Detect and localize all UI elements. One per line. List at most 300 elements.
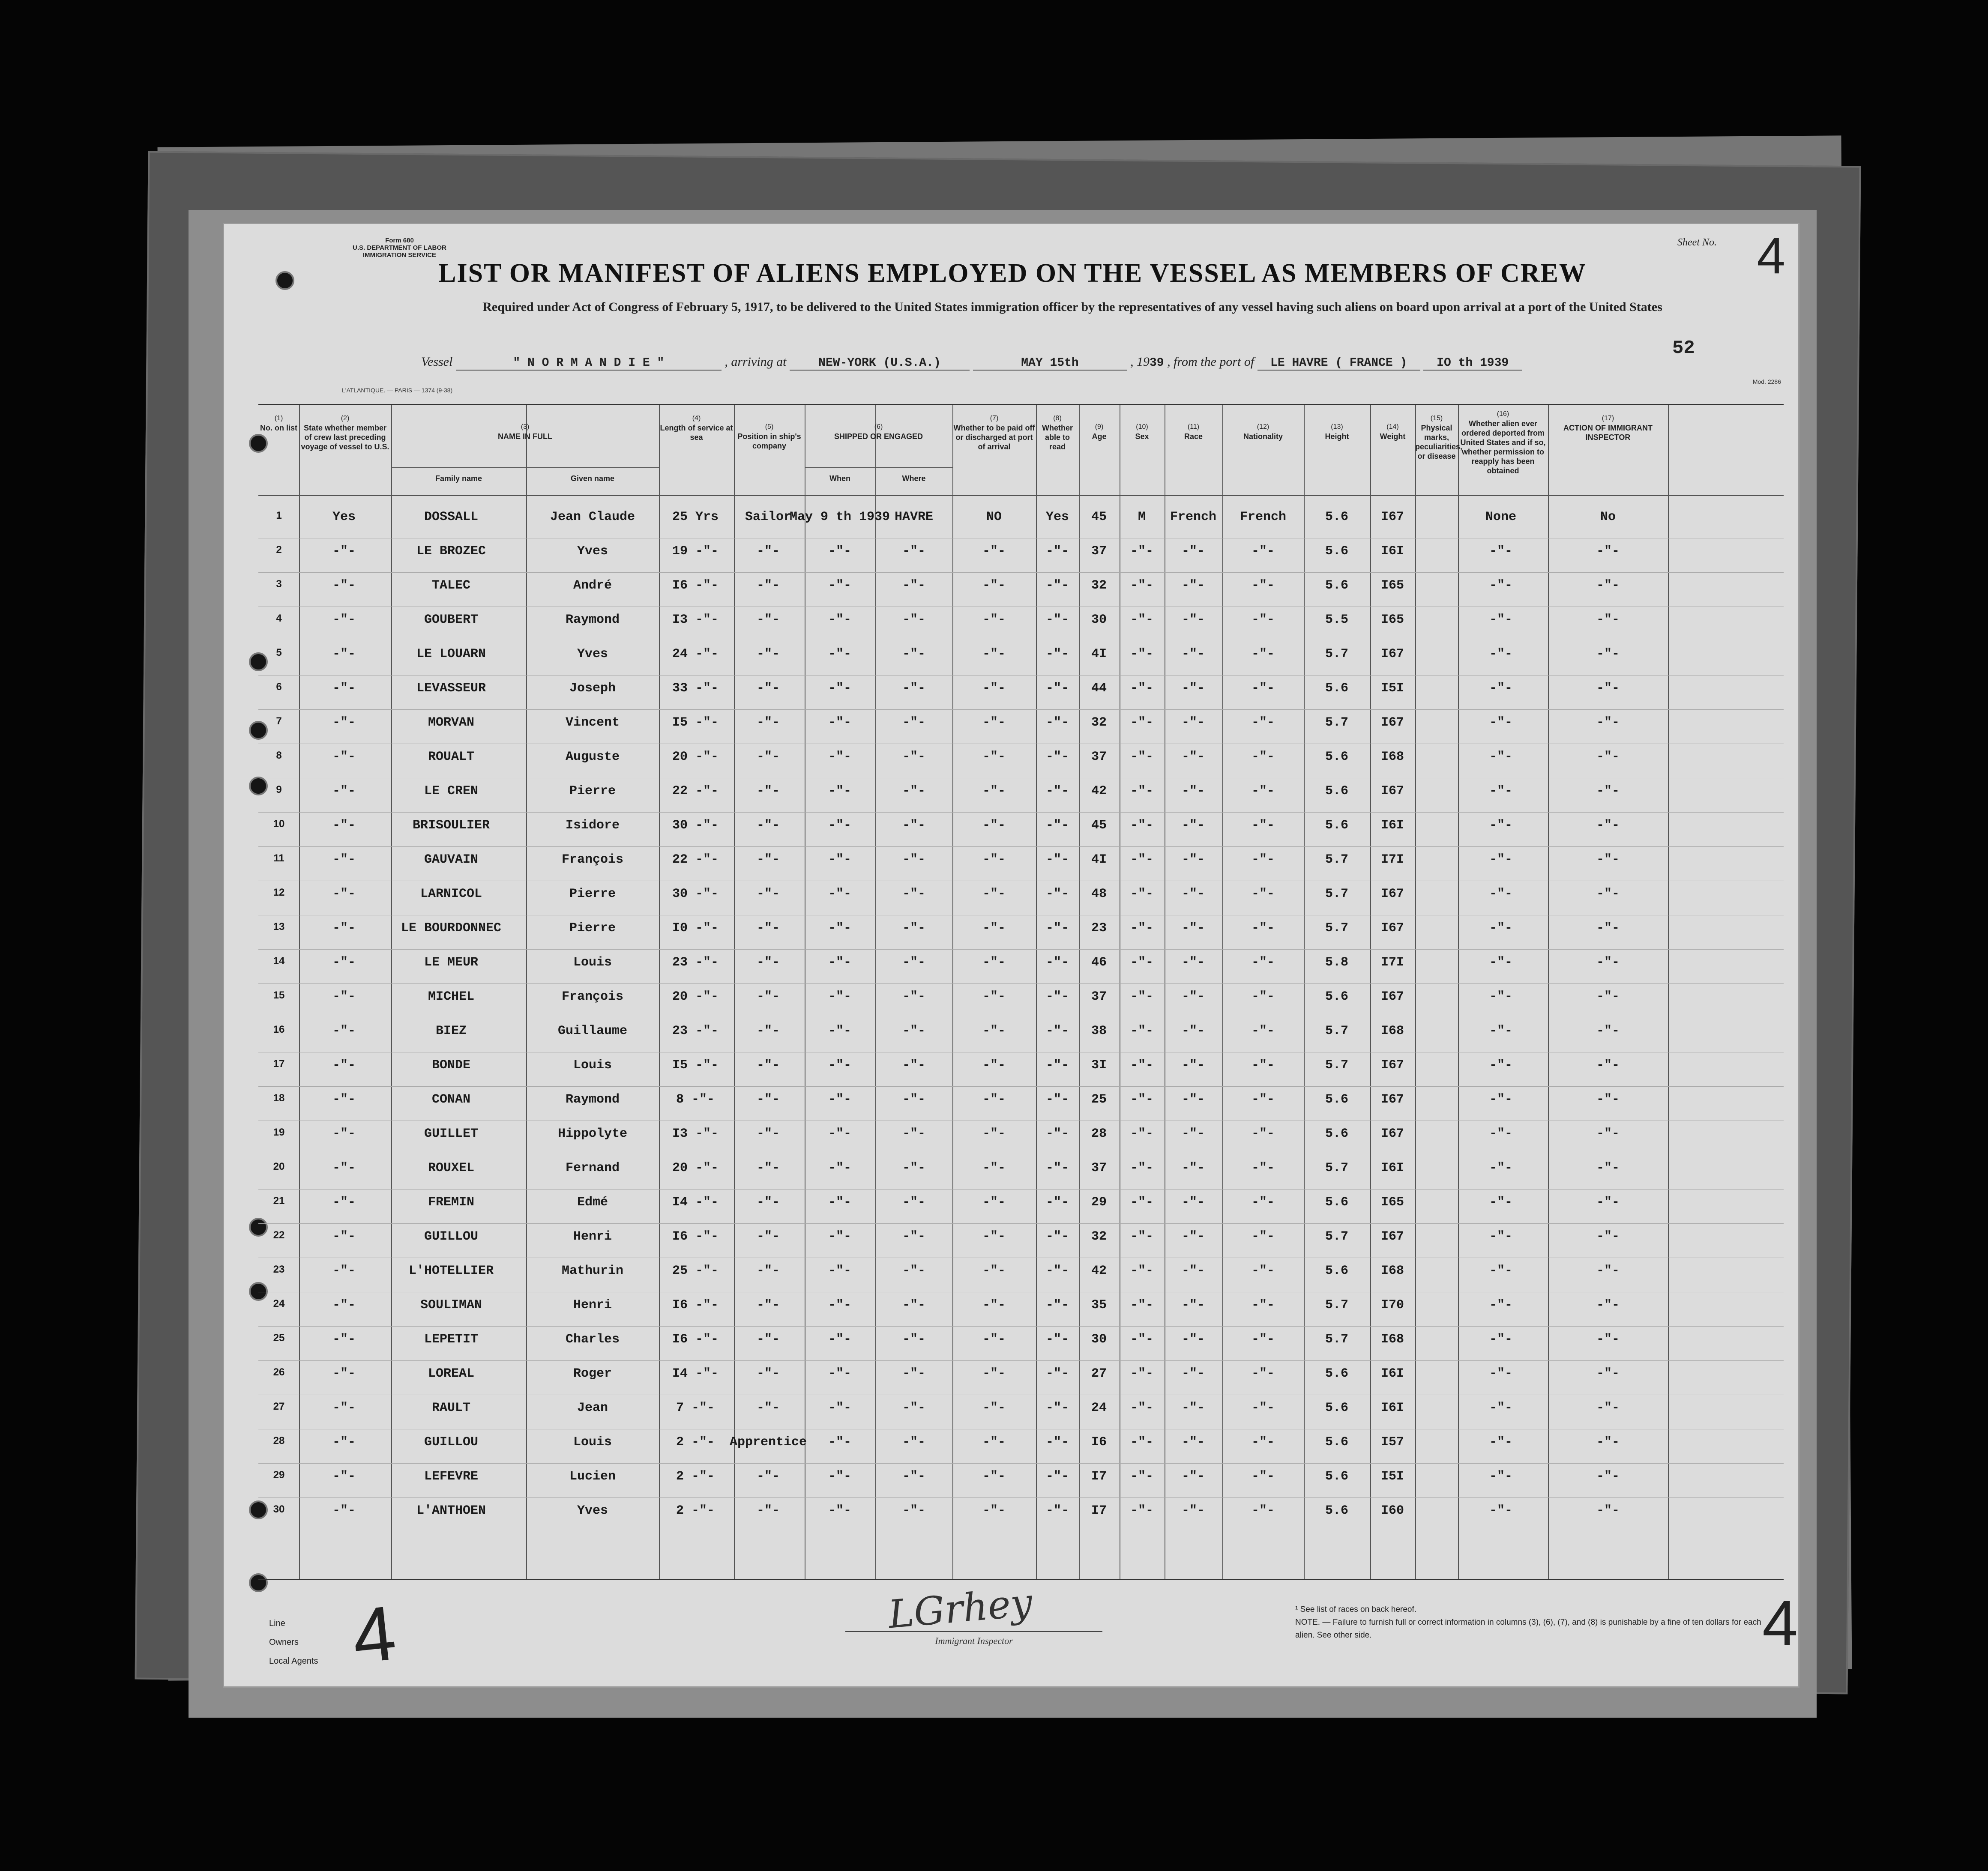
table-row xyxy=(258,1429,1784,1464)
table-row xyxy=(258,1292,1784,1327)
table-cell: -"- xyxy=(902,1127,925,1141)
table-cell: -"- xyxy=(332,1127,356,1141)
table-cell: -"- xyxy=(1251,1058,1275,1073)
table-cell: -"- xyxy=(828,852,851,867)
table-cell: TALEC xyxy=(431,578,470,593)
table-cell: -"- xyxy=(1251,647,1275,661)
table-cell: -"- xyxy=(982,1503,1006,1518)
table-cell: -"- xyxy=(828,921,851,936)
table-cell: 5.7 xyxy=(1325,1161,1348,1175)
table-cell: 42 xyxy=(1091,1264,1107,1278)
act-text: Required under Act of Congress of February 5, 1917, to be delivered to the United States immigration officer by the representatives of any vessel having such aliens on board upon arrival at a port of the United States xyxy=(482,300,1662,314)
table-cell: -"- xyxy=(902,1435,925,1450)
table-cell: Louis xyxy=(573,1058,612,1073)
table-cell: -"- xyxy=(332,613,356,627)
table-cell: -"- xyxy=(828,1161,851,1175)
table-cell: 16 xyxy=(273,1024,285,1035)
table-cell: -"- xyxy=(1251,1298,1275,1312)
vessel-name: " N O R M A N D I E " xyxy=(456,356,722,371)
table-cell: -"- xyxy=(902,852,925,867)
table-cell: -"- xyxy=(1130,1298,1153,1312)
table-row xyxy=(258,572,1784,607)
table-cell: -"- xyxy=(982,544,1006,559)
table-cell: 46 xyxy=(1091,955,1107,970)
table-cell: -"- xyxy=(1045,921,1069,936)
table-cell: -"- xyxy=(1596,647,1620,661)
table-cell: Yes xyxy=(1045,510,1069,524)
column-header xyxy=(391,474,526,483)
table-cell: I70 xyxy=(1380,1298,1404,1312)
table-cell: I6 -"- xyxy=(672,1332,719,1347)
table-cell: -"- xyxy=(1181,544,1205,559)
table-cell: -"- xyxy=(332,887,356,901)
column-header xyxy=(1548,414,1668,442)
table-cell: -"- xyxy=(1596,544,1620,559)
table-cell: 5.6 xyxy=(1325,681,1348,696)
table-cell: 29 xyxy=(273,1469,285,1481)
table-cell: -"- xyxy=(332,1469,356,1484)
table-cell: -"- xyxy=(1489,784,1512,798)
table-cell: GOUBERT xyxy=(424,613,479,627)
table-cell: -"- xyxy=(1489,955,1512,970)
table-row xyxy=(258,1052,1784,1087)
arrival-port: NEW-YORK (U.S.A.) xyxy=(790,356,970,371)
table-cell: I6 xyxy=(1091,1435,1107,1450)
table-row xyxy=(258,1189,1784,1224)
table-cell: 24 xyxy=(1091,1401,1107,1415)
footer-note xyxy=(1295,1603,1766,1642)
column-number: (13) xyxy=(1331,423,1343,430)
table-cell: -"- xyxy=(982,1332,1006,1347)
table-cell: -"- xyxy=(1489,715,1512,730)
table-cell: -"- xyxy=(332,921,356,936)
table-cell: -"- xyxy=(1130,1024,1153,1038)
table-cell: -"- xyxy=(1181,1503,1205,1518)
table-cell: Raymond xyxy=(565,613,620,627)
table-cell: -"- xyxy=(902,1195,925,1210)
table-cell: None xyxy=(1485,510,1516,524)
handwritten-number-right: 4 xyxy=(1762,1587,1798,1659)
table-cell: -"- xyxy=(982,1195,1006,1210)
table-cell: -"- xyxy=(1489,1366,1512,1381)
table-cell: -"- xyxy=(982,715,1006,730)
table-cell: FREMIN xyxy=(428,1195,475,1210)
table-cell: -"- xyxy=(332,1161,356,1175)
table-cell: -"- xyxy=(1489,1298,1512,1312)
table-cell: 25 xyxy=(273,1332,285,1344)
table-cell: 8 -"- xyxy=(676,1092,715,1107)
column-label: Whether able to read xyxy=(1042,424,1073,451)
table-cell: 19 -"- xyxy=(672,544,719,559)
table-cell: 6 xyxy=(276,681,282,693)
table-cell: 27 xyxy=(1091,1366,1107,1381)
table-cell: -"- xyxy=(982,1298,1006,1312)
table-cell: I6I xyxy=(1380,818,1404,833)
table-cell: I67 xyxy=(1380,647,1404,661)
table-cell: LEVASSEUR xyxy=(416,681,486,696)
table-cell: -"- xyxy=(902,613,925,627)
table-cell: -"- xyxy=(902,715,925,730)
table-cell: -"- xyxy=(828,647,851,661)
table-cell: Joseph xyxy=(569,681,616,696)
table-cell: -"- xyxy=(828,1264,851,1278)
table-cell: -"- xyxy=(332,1332,356,1347)
table-cell: -"- xyxy=(1130,852,1153,867)
table-cell: -"- xyxy=(332,1401,356,1415)
table-cell: -"- xyxy=(902,887,925,901)
table-row xyxy=(258,641,1784,675)
table-cell: 5.6 xyxy=(1325,818,1348,833)
table-cell: I0 -"- xyxy=(672,921,719,936)
table-cell: -"- xyxy=(902,1058,925,1073)
table-cell: 32 xyxy=(1091,578,1107,593)
departure-port: LE HAVRE ( FRANCE ) xyxy=(1257,356,1420,371)
table-cell: François xyxy=(561,852,624,867)
column-header xyxy=(1036,414,1079,451)
table-cell: -"- xyxy=(982,1366,1006,1381)
table-cell: 37 xyxy=(1091,544,1107,559)
table-cell: 20 -"- xyxy=(672,989,719,1004)
table-cell: Hippolyte xyxy=(557,1127,628,1141)
table-cell: 30 -"- xyxy=(672,887,719,901)
column-label: Weight xyxy=(1380,432,1406,441)
table-cell: Yves xyxy=(577,647,608,661)
table-cell: BRISOULIER xyxy=(412,818,490,833)
table-cell: -"- xyxy=(1181,613,1205,627)
from-label: , from the port of xyxy=(1167,355,1254,369)
table-row xyxy=(258,607,1784,641)
inspector-signature: LGrhey xyxy=(886,1580,1034,1638)
table-cell: -"- xyxy=(1045,1092,1069,1107)
table-cell: -"- xyxy=(1130,921,1153,936)
table-cell: 23 -"- xyxy=(672,955,719,970)
table-cell: -"- xyxy=(1251,784,1275,798)
table-cell: -"- xyxy=(1130,750,1153,764)
table-cell: Pierre xyxy=(569,887,616,901)
table-cell: -"- xyxy=(902,955,925,970)
table-cell: I68 xyxy=(1380,1024,1404,1038)
table-cell: BIEZ xyxy=(435,1024,467,1038)
table-cell: -"- xyxy=(982,1161,1006,1175)
table-cell: -"- xyxy=(828,681,851,696)
table-cell: -"- xyxy=(1251,1366,1275,1381)
printer-info: L'ATLANTIQUE. — PARIS — 1374 (9-38) xyxy=(342,387,453,394)
table-cell: 21 xyxy=(273,1195,285,1207)
table-cell: 23 -"- xyxy=(672,1024,719,1038)
table-cell: -"- xyxy=(1045,887,1069,901)
table-cell: -"- xyxy=(1130,1161,1153,1175)
table-cell: -"- xyxy=(756,1195,780,1210)
table-cell: I7I xyxy=(1380,852,1404,867)
table-cell: -"- xyxy=(1045,1366,1069,1381)
table-cell: Yes xyxy=(332,510,356,524)
table-cell: -"- xyxy=(1130,1435,1153,1450)
table-cell: -"- xyxy=(828,955,851,970)
table-cell: -"- xyxy=(1130,613,1153,627)
column-header xyxy=(875,474,952,483)
table-row xyxy=(258,983,1784,1018)
table-cell: -"- xyxy=(1130,1195,1153,1210)
table-cell: -"- xyxy=(1596,818,1620,833)
table-cell: -"- xyxy=(1251,1469,1275,1484)
table-cell: Vincent xyxy=(565,715,620,730)
table-cell: -"- xyxy=(1489,1024,1512,1038)
table-cell: Pierre xyxy=(569,921,616,936)
table-cell: -"- xyxy=(1181,955,1205,970)
table-cell: -"- xyxy=(1181,750,1205,764)
column-number: (5) xyxy=(765,423,774,430)
table-cell: -"- xyxy=(1130,818,1153,833)
table-cell: -"- xyxy=(1251,921,1275,936)
table-cell: I7 xyxy=(1091,1503,1107,1518)
table-cell: -"- xyxy=(1489,1161,1512,1175)
table-cell: 4I xyxy=(1091,852,1107,867)
table-cell: -"- xyxy=(1251,852,1275,867)
table-cell: 11 xyxy=(273,852,284,864)
table-cell: -"- xyxy=(902,989,925,1004)
table-cell: -"- xyxy=(1251,1332,1275,1347)
table-cell: -"- xyxy=(756,544,780,559)
fine-note: NOTE. — Failure to furnish full or correct information in columns (3), (6), (7), and (8) is punishable by a fine of ten dollars for each alien. See other side. xyxy=(1295,1618,1761,1640)
table-cell: 5.6 xyxy=(1325,784,1348,798)
table-cell: Louis xyxy=(573,955,612,970)
table-cell: May 9 th 1939 xyxy=(789,510,890,524)
table-cell: -"- xyxy=(332,1092,356,1107)
form-number: Form 680 xyxy=(385,237,414,244)
column-label: Given name xyxy=(570,474,615,483)
table-cell: -"- xyxy=(1045,1503,1069,1518)
departure-date: IO th 1939 xyxy=(1423,356,1522,371)
table-cell: 13 xyxy=(273,921,285,933)
table-cell: 48 xyxy=(1091,887,1107,901)
subheader-divider xyxy=(391,467,659,468)
form-info xyxy=(353,237,446,259)
table-cell: -"- xyxy=(902,1092,925,1107)
table-cell: -"- xyxy=(1181,852,1205,867)
table-cell: -"- xyxy=(1596,1469,1620,1484)
table-row xyxy=(258,1395,1784,1429)
table-cell: -"- xyxy=(982,852,1006,867)
table-cell: -"- xyxy=(756,852,780,867)
column-label: Age xyxy=(1092,432,1107,441)
table-cell: 5.8 xyxy=(1325,955,1348,970)
table-cell: Jean xyxy=(577,1401,608,1415)
table-cell: -"- xyxy=(1181,1469,1205,1484)
table-cell: -"- xyxy=(1251,613,1275,627)
table-cell: -"- xyxy=(756,921,780,936)
table-cell: I3 -"- xyxy=(672,613,719,627)
table-cell: Yves xyxy=(577,544,608,559)
column-label: Height xyxy=(1325,432,1349,441)
table-cell: -"- xyxy=(1596,989,1620,1004)
table-cell: -"- xyxy=(1181,1092,1205,1107)
table-cell: -"- xyxy=(1489,852,1512,867)
table-cell: -"- xyxy=(756,818,780,833)
table-cell: -"- xyxy=(1489,1469,1512,1484)
table-cell: 5.5 xyxy=(1325,613,1348,627)
owners-label: Owners xyxy=(269,1638,299,1647)
column-number: (7) xyxy=(990,415,999,422)
table-cell: LEFEVRE xyxy=(424,1469,479,1484)
table-cell: 29 xyxy=(1091,1195,1107,1210)
table-cell: -"- xyxy=(1251,1503,1275,1518)
crew-table xyxy=(258,404,1784,1580)
table-cell: Apprentice xyxy=(729,1435,807,1450)
table-cell: I4 -"- xyxy=(672,1195,719,1210)
table-cell: -"- xyxy=(982,1229,1006,1244)
column-label: Where xyxy=(902,474,926,483)
table-cell: -"- xyxy=(756,1401,780,1415)
header-separator xyxy=(258,495,1784,496)
table-cell: -"- xyxy=(756,1332,780,1347)
column-label: Sex xyxy=(1135,432,1149,441)
table-cell: -"- xyxy=(1251,750,1275,764)
table-cell: I7 xyxy=(1091,1469,1107,1484)
table-cell: 38 xyxy=(1091,1024,1107,1038)
table-cell: -"- xyxy=(1130,647,1153,661)
table-cell: 14 xyxy=(273,955,285,967)
table-cell: Mathurin xyxy=(561,1264,624,1278)
table-cell: François xyxy=(561,989,624,1004)
table-cell: I68 xyxy=(1380,750,1404,764)
table-cell: -"- xyxy=(1045,613,1069,627)
table-cell: -"- xyxy=(828,818,851,833)
table-cell: 17 xyxy=(273,1058,285,1070)
table-cell: -"- xyxy=(1130,1401,1153,1415)
table-cell: -"- xyxy=(756,1161,780,1175)
table-cell: -"- xyxy=(828,578,851,593)
table-cell: 30 -"- xyxy=(672,818,719,833)
table-cell: -"- xyxy=(332,681,356,696)
table-cell: Henri xyxy=(573,1298,612,1312)
table-cell: -"- xyxy=(828,1298,851,1312)
table-cell: 37 xyxy=(1091,1161,1107,1175)
table-cell: 24 -"- xyxy=(672,647,719,661)
table-cell: -"- xyxy=(828,1092,851,1107)
table-cell: -"- xyxy=(1489,921,1512,936)
table-cell: -"- xyxy=(1489,989,1512,1004)
table-cell: -"- xyxy=(1251,1264,1275,1278)
table-cell: -"- xyxy=(1045,544,1069,559)
table-cell: -"- xyxy=(902,578,925,593)
table-cell: I65 xyxy=(1380,613,1404,627)
table-cell: 30 xyxy=(1091,613,1107,627)
table-cell: I68 xyxy=(1380,1332,1404,1347)
table-cell: I67 xyxy=(1380,921,1404,936)
table-cell: -"- xyxy=(902,784,925,798)
table-cell: 35 xyxy=(1091,1298,1107,1312)
table-cell: 23 xyxy=(273,1264,285,1275)
table-cell: -"- xyxy=(756,1298,780,1312)
vessel-line xyxy=(421,355,1522,371)
table-cell: 20 -"- xyxy=(672,1161,719,1175)
column-label: No. on list xyxy=(260,424,297,432)
table-cell: L'HOTELLIER xyxy=(408,1264,494,1278)
column-number: (11) xyxy=(1187,423,1200,430)
table-cell: I3 -"- xyxy=(672,1127,719,1141)
table-cell: 2 -"- xyxy=(676,1503,715,1518)
table-cell: I67 xyxy=(1380,1058,1404,1073)
table-cell: -"- xyxy=(1596,613,1620,627)
table-cell: -"- xyxy=(1130,1058,1153,1073)
table-cell: -"- xyxy=(756,989,780,1004)
table-cell: 5.6 xyxy=(1325,1469,1348,1484)
table-cell: -"- xyxy=(1596,715,1620,730)
table-cell: ROUXEL xyxy=(428,1161,475,1175)
column-header xyxy=(1304,422,1370,441)
table-cell: -"- xyxy=(1251,1092,1275,1107)
table-cell: -"- xyxy=(332,750,356,764)
column-header xyxy=(805,422,952,441)
table-cell: -"- xyxy=(1596,1092,1620,1107)
table-cell: I65 xyxy=(1380,578,1404,593)
table-cell: -"- xyxy=(1045,1264,1069,1278)
table-cell: 1 xyxy=(276,510,282,521)
table-row xyxy=(258,744,1784,778)
column-label: Length of service at sea xyxy=(660,424,733,442)
column-header xyxy=(659,414,734,442)
table-cell: 22 -"- xyxy=(672,784,719,798)
table-cell: -"- xyxy=(756,578,780,593)
table-row xyxy=(258,1497,1784,1532)
table-cell: I67 xyxy=(1380,784,1404,798)
inspector-label: Immigrant Inspector xyxy=(935,1635,1013,1646)
table-cell: -"- xyxy=(1181,1024,1205,1038)
table-cell: Guillaume xyxy=(557,1024,628,1038)
table-cell: 5.6 xyxy=(1325,1435,1348,1450)
table-cell: I5 -"- xyxy=(672,1058,719,1073)
table-cell: -"- xyxy=(1596,1195,1620,1210)
column-label: Whether alien ever ordered deported from United States and if so, whether permission to reapply has been obtained xyxy=(1460,419,1546,475)
table-cell: -"- xyxy=(1045,1058,1069,1073)
table-cell: -"- xyxy=(1130,784,1153,798)
table-cell: -"- xyxy=(1181,578,1205,593)
table-cell: 5.7 xyxy=(1325,647,1348,661)
column-number: (17) xyxy=(1602,415,1614,422)
table-cell: -"- xyxy=(1045,681,1069,696)
table-cell: French xyxy=(1240,510,1287,524)
table-cell: -"- xyxy=(902,647,925,661)
table-cell: -"- xyxy=(1130,989,1153,1004)
table-cell: -"- xyxy=(1045,1298,1069,1312)
table-cell: -"- xyxy=(332,852,356,867)
table-cell: -"- xyxy=(1596,1435,1620,1450)
table-row xyxy=(258,778,1784,813)
table-cell: -"- xyxy=(1045,1401,1069,1415)
table-cell: -"- xyxy=(1130,887,1153,901)
table-cell: 2 xyxy=(276,544,282,556)
table-cell: -"- xyxy=(1596,955,1620,970)
table-cell: I6I xyxy=(1380,1366,1404,1381)
table-cell: M xyxy=(1138,510,1146,524)
table-row xyxy=(258,1223,1784,1258)
table-cell: 5.7 xyxy=(1325,887,1348,901)
table-row xyxy=(258,675,1784,710)
table-cell: -"- xyxy=(1181,1229,1205,1244)
table-cell: 2 -"- xyxy=(676,1469,715,1484)
table-cell: -"- xyxy=(1251,1195,1275,1210)
table-cell: HAVRE xyxy=(894,510,933,524)
table-cell: -"- xyxy=(1181,715,1205,730)
table-cell: -"- xyxy=(1489,1229,1512,1244)
table-cell: -"- xyxy=(828,544,851,559)
page-title: LIST OR MANIFEST OF ALIENS EMPLOYED ON THE VESSEL AS MEMBERS OF CREW xyxy=(438,259,1587,288)
table-cell: -"- xyxy=(1596,1264,1620,1278)
column-number: (6) xyxy=(874,423,883,430)
column-label: State whether member of crew last preceding voyage of vessel to U.S. xyxy=(301,424,389,451)
table-cell: -"- xyxy=(756,955,780,970)
table-cell: L'ANTHOEN xyxy=(416,1503,486,1518)
